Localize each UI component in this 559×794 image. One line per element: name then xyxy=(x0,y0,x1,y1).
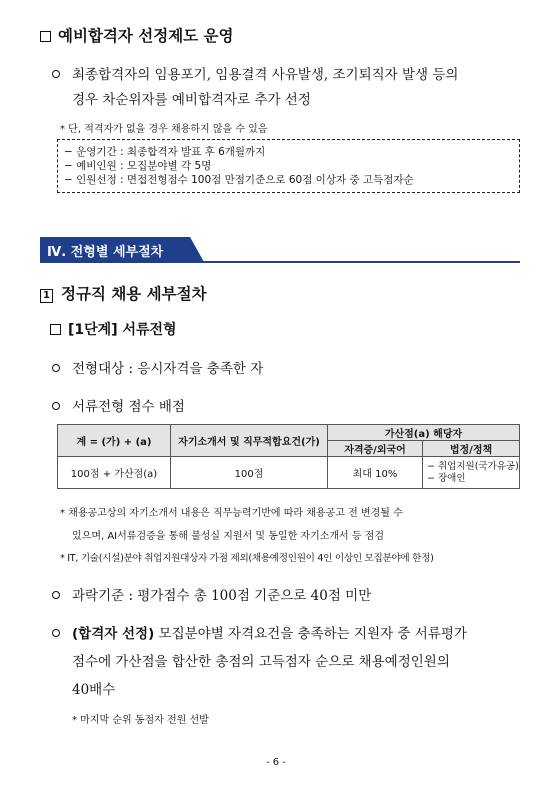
select-line2: 점수에 가산점을 합산한 총점의 고득점자 순으로 채용예정인원의 xyxy=(72,654,450,670)
section-banner-title: Ⅳ. 전형별 세부절차 xyxy=(47,245,164,260)
circle-bullet-icon xyxy=(52,70,60,78)
reserve-paragraph-line2: 경우 차순위자를 예비합격자로 추가 선정 xyxy=(72,92,311,108)
circle-bullet-icon xyxy=(52,591,60,599)
box-line-period: − 운영기간 : 최종합격자 발표 후 6개월까지 xyxy=(64,146,266,158)
note-self-intro-line1: * 채용공고상의 자기소개서 내용은 직무능력기반에 따라 채용공고 전 변경될 수 xyxy=(60,508,403,519)
stage-target: 전형대상 : 응시자격을 충족한 자 xyxy=(52,357,263,377)
reserve-note: * 단, 적격자가 없을 경우 채용하지 않을 수 있음 xyxy=(60,124,268,135)
circle-bullet-icon xyxy=(52,629,60,637)
note-self-intro-line2: 있으며, AI서류검증을 통해 불성실 지원서 및 동일한 자기소개서 등 점검 xyxy=(72,531,385,542)
th-self-intro: 자기소개서 및 직무적합요건(가) xyxy=(171,425,328,457)
note-it-exclusion: * IT, 기술(시설)분야 취업지원대상자 가점 제외(채용예정인원이 4인 이상인 모집분야에 한정) xyxy=(60,553,434,564)
td-self-intro: 100점 xyxy=(171,457,328,489)
box-line-selection: − 인원선정 : 면접전형점수 100점 만점기준으로 60점 이상자 중 고득점자순 xyxy=(64,174,414,186)
square-bullet-icon xyxy=(40,31,51,42)
score-heading: 서류전형 점수 배점 xyxy=(52,395,185,415)
section-title-reserve: 예비합격자 선정제도 운영 xyxy=(40,24,234,46)
circle-bullet-icon xyxy=(52,402,60,410)
th-total: 계 = (가) + (a) xyxy=(58,425,171,457)
score-table xyxy=(57,424,520,489)
page-number: - 6 - xyxy=(266,757,286,768)
square-bullet-icon xyxy=(50,324,61,335)
th-cert: 자격증/외국어 xyxy=(328,441,423,457)
number-box: 1 xyxy=(40,289,53,303)
subsection-title-regular: 1 정규직 채용 세부절차 xyxy=(40,282,207,304)
select-line1: (합격자 선정) 모집분야별 자격요건을 충족하는 지원자 중 서류평가 xyxy=(52,622,467,642)
reserve-paragraph-line1: 최종합격자의 임용포기, 임용결격 사유발생, 조기퇴직자 발생 등의 xyxy=(52,63,458,83)
fail-criteria: 과락기준 : 평가점수 총 100점 기준으로 40점 미만 xyxy=(52,584,371,604)
stage-title: [1단계] 서류전형 xyxy=(50,319,177,339)
tie-note: * 마지막 순위 동점자 전원 선발 xyxy=(72,715,209,726)
th-legal: 법정/정책 xyxy=(423,441,520,457)
circle-bullet-icon xyxy=(52,364,60,372)
box-line-count: − 예비인원 : 모집분야별 각 5명 xyxy=(64,160,212,172)
reserve-details-box xyxy=(57,139,520,193)
select-line3: 40배수 xyxy=(72,682,116,698)
th-bonus: 가산점(a) 해당자 xyxy=(328,425,520,441)
td-total: 100점 + 가산점(a) xyxy=(58,457,171,489)
banner-underline xyxy=(40,261,520,263)
td-cert: 최대 10% xyxy=(328,457,423,489)
td-legal: − 취업지원(국가유공) − 장애인 xyxy=(423,457,520,489)
